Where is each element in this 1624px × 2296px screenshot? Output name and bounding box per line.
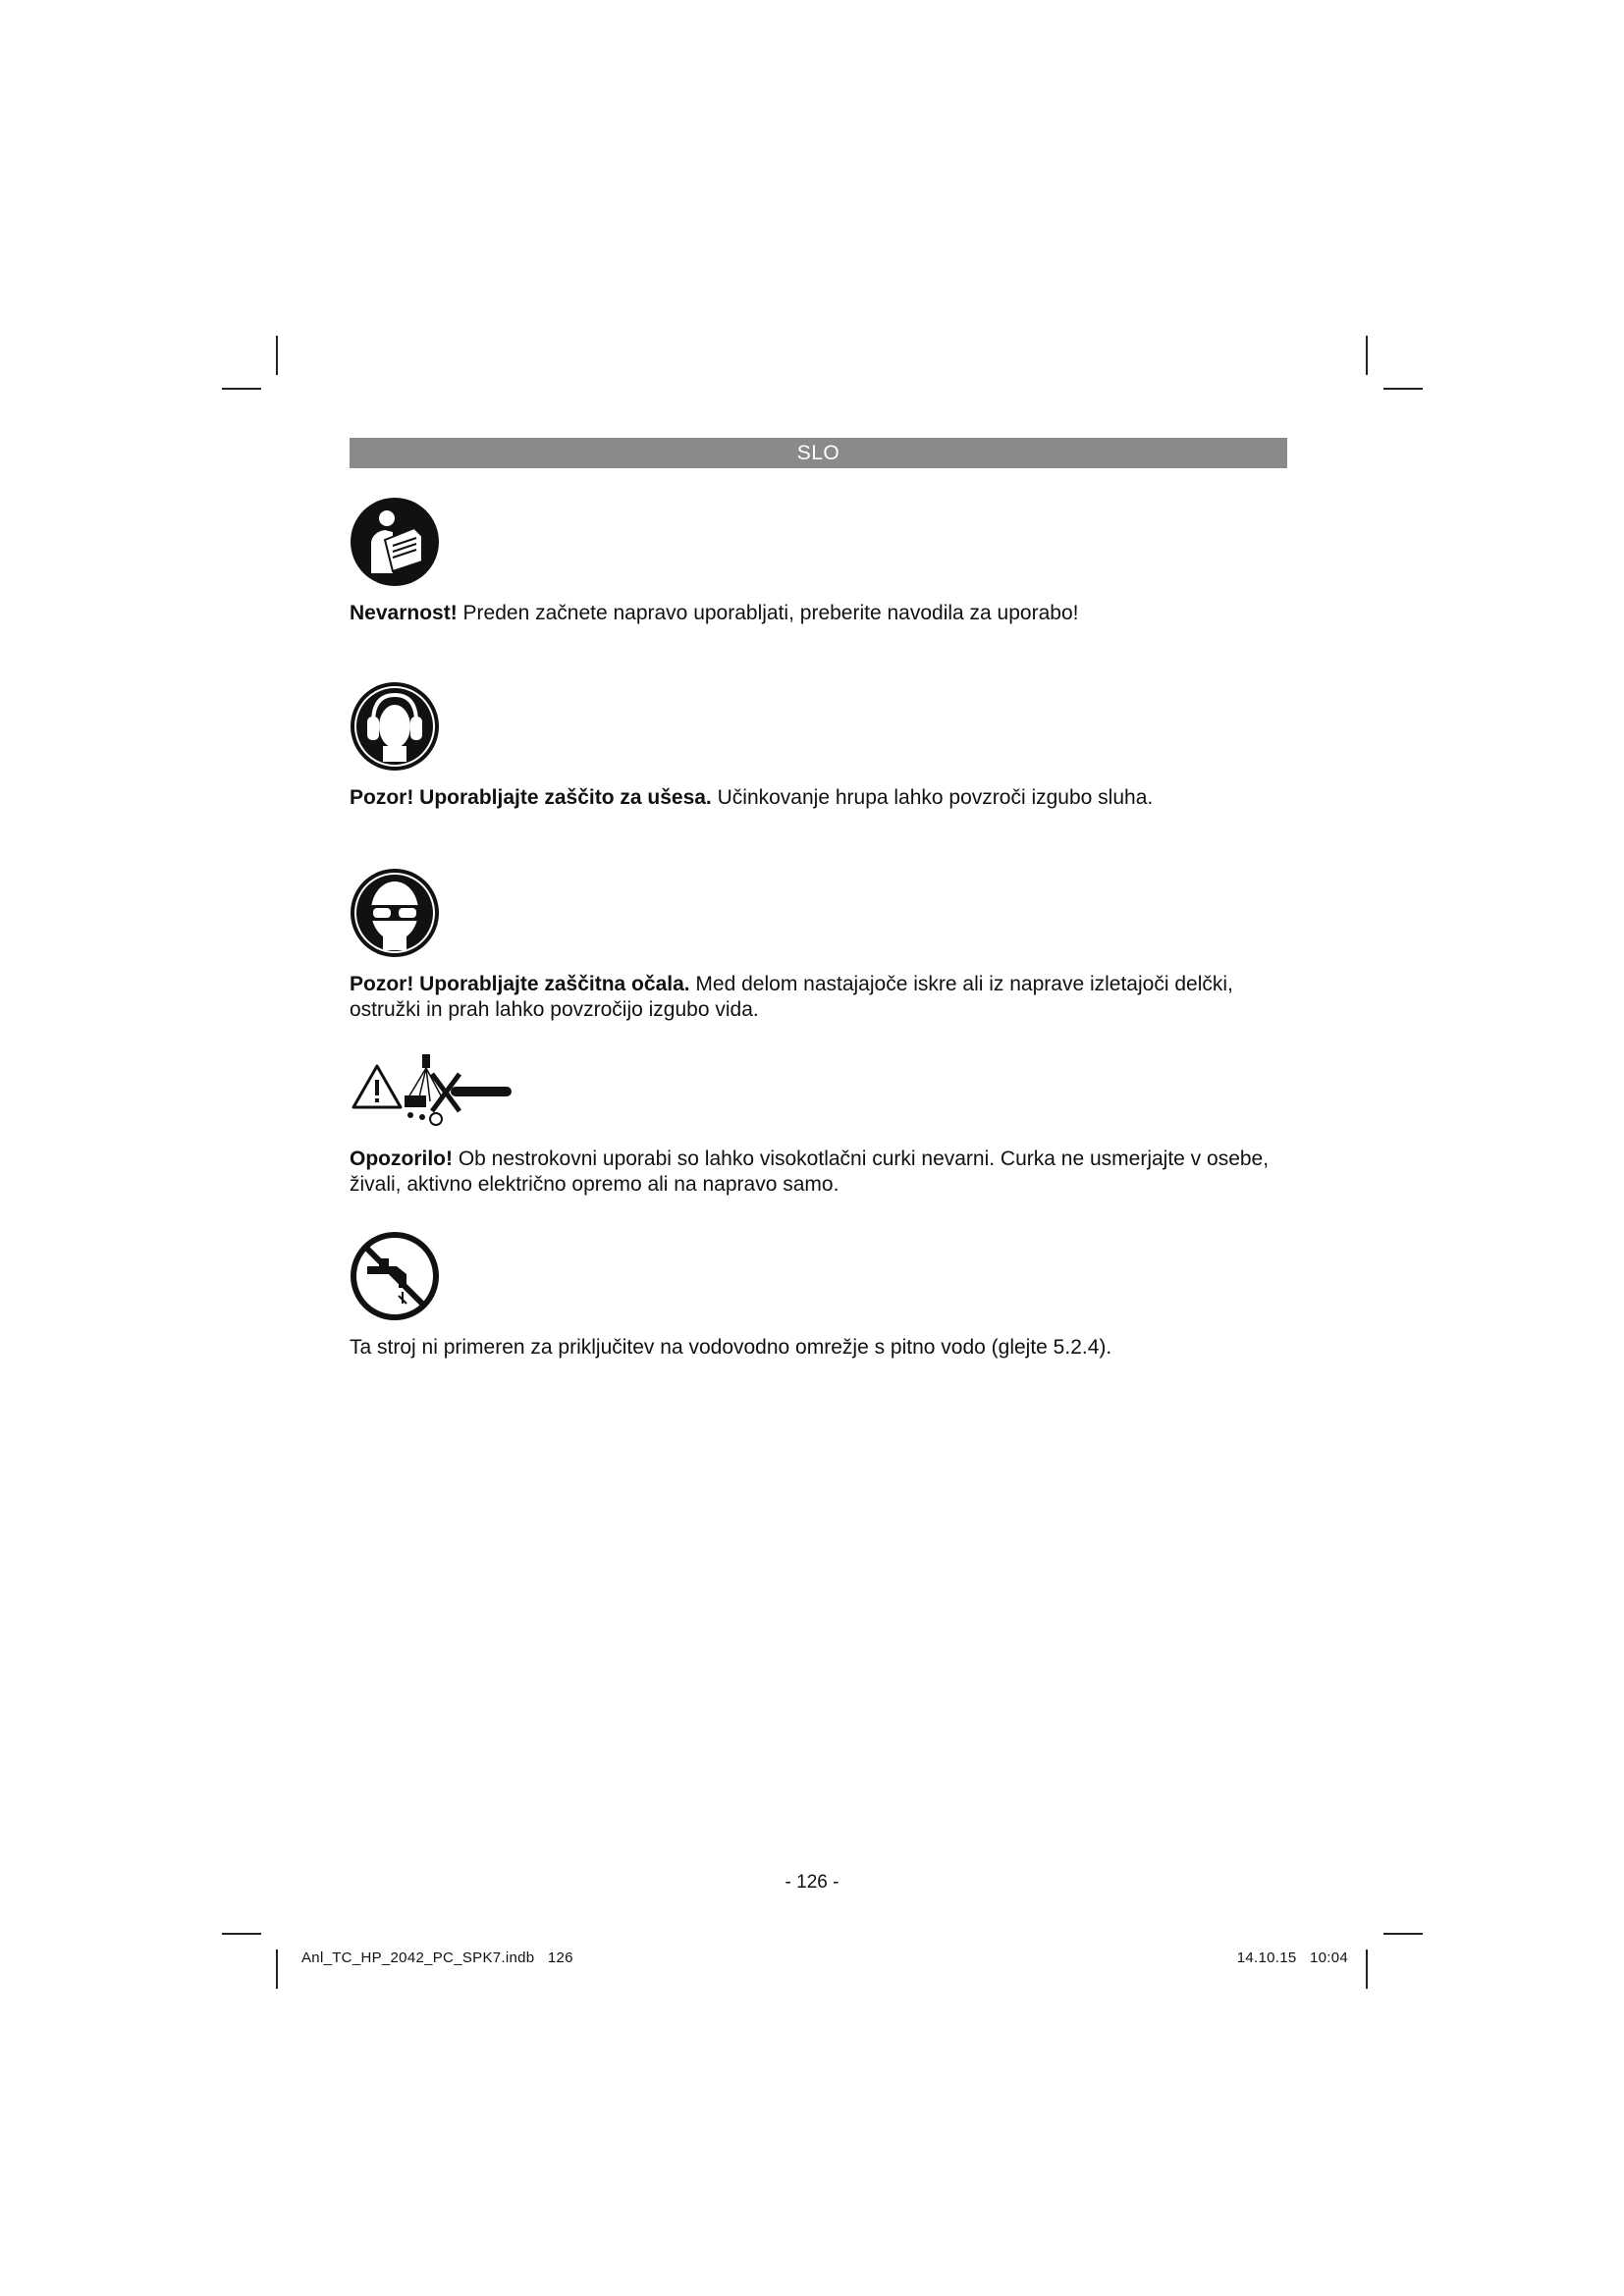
notice-bold: Opozorilo! xyxy=(350,1148,453,1170)
ear-protection-icon xyxy=(350,681,440,772)
notice-water-jet-warning xyxy=(350,1046,1292,1198)
notice-read-manual xyxy=(350,497,1292,626)
notice-text: Ta stroj ni primeren za priključitev na vodovodno omrežje s pitno vodo (glejte 5.2.4). xyxy=(350,1336,1112,1359)
crop-mark xyxy=(222,388,261,390)
crop-mark xyxy=(1383,1933,1423,1935)
notice-bold: Pozor! Uporabljajte zaščito za ušesa. xyxy=(350,786,712,809)
eye-protection-icon xyxy=(350,868,440,958)
crop-mark xyxy=(222,1933,261,1935)
crop-mark xyxy=(276,336,278,375)
footer-timestamp: 14.10.15 10:04 xyxy=(1236,1949,1348,1966)
notice-no-drinking-water xyxy=(350,1231,1292,1361)
crop-mark xyxy=(1383,388,1423,390)
notice-bold: Pozor! Uporabljajte zaščitna očala. xyxy=(350,973,690,995)
read-manual-icon xyxy=(350,497,440,587)
water-jet-warning-icon xyxy=(350,1046,516,1135)
no-drinking-water-connection-icon xyxy=(350,1231,440,1321)
page-number: - 126 - xyxy=(785,1872,839,1893)
notice-text: Med delom nastajajoče iskre ali iz naprave izletajoči delčki, ostružki in prah lahko povzročijo izgubo vida. xyxy=(350,973,1233,1021)
crop-mark xyxy=(1366,1949,1368,1989)
notice-text: Učinkovanje hrupa lahko povzroči izgubo sluha. xyxy=(711,786,1154,809)
notice-eye-protection xyxy=(350,868,1292,1023)
notice-bold: Nevarnost! xyxy=(350,602,458,624)
notice-text: Preden začnete napravo uporabljati, preberite navodila za uporabo! xyxy=(457,602,1079,624)
notice-text: Ob nestrokovni uporabi so lahko visokotlačni curki nevarni. Curka ne usmerjajte v osebe, živali, aktivno električno opremo ali na napravo samo. xyxy=(350,1148,1270,1196)
crop-mark xyxy=(1366,336,1368,375)
notice-ear-protection xyxy=(350,681,1292,811)
crop-mark xyxy=(276,1949,278,1989)
language-header: SLO xyxy=(350,438,1287,468)
footer-file-info: Anl_TC_HP_2042_PC_SPK7.indb 126 xyxy=(301,1949,573,1966)
